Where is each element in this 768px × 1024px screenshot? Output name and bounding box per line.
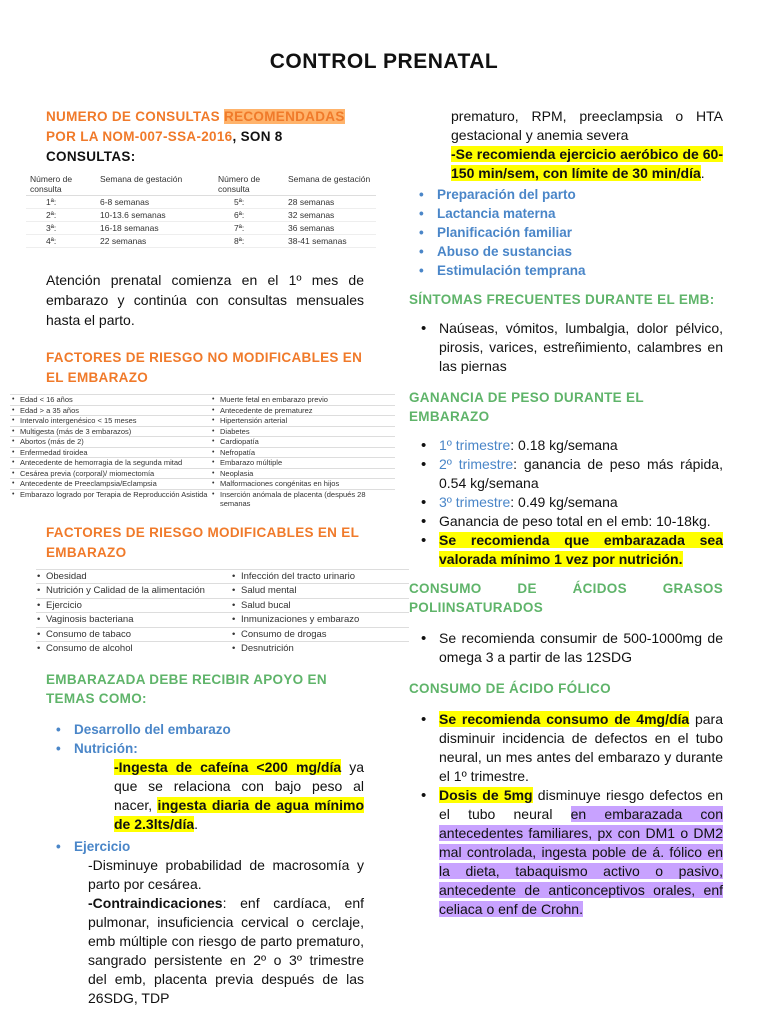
risk-item: • Infección del tracto urinario	[231, 569, 409, 584]
table-cell: 3ª:	[26, 222, 96, 235]
risk-item: • Embarazo logrado por Terapia de Reproducción Asistida	[10, 489, 210, 509]
acidos-grasos-heading-text: CONSUMO DE ÁCIDOS GRASOS POLIINSATURADOS	[409, 581, 723, 615]
table-header: Número de consulta	[214, 173, 284, 196]
dosis-purple-highlight: en embarazada con antecedentes familiares, px con DM1 o DM2 mal controlada, ingesta poble de á. fólico en la dieta, tabaquismo activo o pasivo, antecedente de anticonceptivos orales, enf celiaca o enf de Crohn.	[439, 806, 723, 917]
table-cell: 10-13.6 semanas	[96, 209, 214, 222]
table-header-row	[26, 173, 376, 196]
sintomas-list	[409, 319, 723, 376]
table-cell: 16-18 semanas	[96, 222, 214, 235]
risk-item: • Cardiopatía	[210, 436, 395, 447]
list-item: • Nutrición:	[46, 739, 364, 758]
list-item: • Se recomienda consumir de 500-1000mg de omega 3 a partir de las 12SDG	[409, 629, 723, 667]
ganancia-list	[409, 436, 723, 569]
ejercicio-highlight: -Se recomienda ejercicio aeróbico de 60-150 min/sem, con límite de 30 min/día	[451, 146, 723, 181]
trimestre-value: : 0.49 kg/semana	[510, 494, 618, 510]
dosis-text: disminuye riesgo defectos en el tubo neural	[439, 787, 724, 822]
table-cell: 6-8 semanas	[96, 196, 214, 209]
risk-item: • Neoplasia	[210, 468, 395, 479]
apoyo-list	[46, 720, 364, 758]
risk-item: • Intervalo intergenésico < 15 meses	[10, 415, 210, 426]
trimestre-label: 1º trimestre	[439, 437, 511, 453]
nutricion-detail	[114, 758, 364, 834]
risk-item: • Abortos (más de 2)	[10, 436, 210, 447]
consultas-heading-part: NUMERO DE CONSULTAS	[46, 109, 220, 124]
sintomas-heading: SÍNTOMAS FRECUENTES DURANTE EL EMB:	[409, 292, 715, 307]
modificables-list	[36, 569, 364, 656]
acido-folico-heading: CONSUMO DE ÁCIDO FÓLICO	[409, 681, 611, 696]
risk-item: • Cesárea previa (corporal)/ miomectomía	[10, 468, 210, 479]
list-item: • Preparación del parto	[409, 185, 723, 204]
dosis-highlight: Dosis de 5mg	[439, 787, 533, 803]
nutricion-text: ya que se relaciona con bajo peso al nacer,	[114, 758, 364, 813]
list-item: • Ganancia de peso total en el emb: 10-18kg.	[409, 512, 723, 531]
list-item: • Desarrollo del embarazo	[46, 720, 364, 739]
no-modificables-list	[10, 394, 364, 509]
risk-item: • Antecedente de Preeclampsia/Eclampsia	[10, 478, 210, 489]
table-cell: 5ª:	[214, 196, 284, 209]
contraindicaciones-text: : enf cardíaca, enf pulmonar, insuficiencia cervical o cerclaje, emb múltiple con riesgo de parto prematuro, sangrado persistente en 2º o 3º trimestre del emb, placenta previa después de las 26SDG, TDP	[88, 894, 364, 1006]
table-row	[26, 222, 376, 235]
risk-item: • Embarazo múltiple	[210, 457, 395, 468]
atencion-paragraph: Atención prenatal comienza en el 1º mes de embarazo y continúa con consultas mensuales hasta el parto.	[46, 272, 364, 328]
folico-highlight: Se recomienda consumo de 4mg/día	[439, 711, 690, 727]
trimestre-value: : ganancia de peso más rápida, 0.54 kg/semana	[439, 456, 723, 491]
folico-list	[409, 710, 723, 919]
table-header: Semana de gestación	[96, 173, 214, 196]
agua-highlight: ingesta diaria de agua mínimo de 2.3lts/día	[114, 796, 365, 832]
risk-item: • Nefropatía	[210, 447, 395, 458]
contraindicaciones-label: -Contraindicaciones	[88, 894, 223, 911]
ejercicio-recomendacion	[451, 145, 723, 183]
table-cell: 8ª:	[214, 235, 284, 248]
table-row	[26, 209, 376, 222]
list-item: • Ejercicio	[46, 837, 364, 856]
table-row	[26, 235, 376, 248]
trimestre-value: : 0.18 kg/semana	[510, 437, 618, 453]
risk-item: • Diabetes	[210, 426, 395, 437]
cafeina-highlight: -Ingesta de cafeína <200 mg/día	[114, 758, 342, 775]
list-item: • Naúseas, vómitos, lumbalgia, dolor pélvico, pirosis, varices, estreñimiento, calambres en las piernas	[409, 319, 723, 376]
table-row	[26, 196, 376, 209]
apoyo-list-2	[46, 837, 364, 856]
table-cell: 7ª:	[214, 222, 284, 235]
risk-item: • Consumo de tabaco	[36, 627, 231, 642]
trimestre-label: 2º trimestre	[439, 456, 514, 472]
acidos-list	[409, 629, 723, 667]
consultas-heading-part: POR LA	[46, 129, 99, 144]
list-item: • Lactancia materna	[409, 204, 723, 223]
trimestre-label: 3º trimestre	[439, 494, 511, 510]
table-cell: 2ª:	[26, 209, 96, 222]
risk-item: • Desnutrición	[231, 641, 409, 656]
apoyo-heading: EMBARAZADA DEBE RECIBIR APOYO EN TEMAS COMO:	[46, 671, 327, 706]
list-item	[409, 531, 723, 569]
right-column	[409, 107, 723, 919]
consultas-heading	[46, 107, 364, 167]
acidos-grasos-heading	[409, 579, 723, 617]
risk-item: • Vaginosis bacteriana	[36, 612, 231, 627]
risk-item: • Consumo de drogas	[231, 627, 409, 642]
risk-item: • Muerte fetal en embarazo previo	[210, 394, 395, 405]
risk-item: • Ejercicio	[36, 598, 231, 613]
consultas-table	[26, 173, 376, 248]
risk-item: • Obesidad	[36, 569, 231, 584]
table-cell: 28 semanas	[284, 196, 376, 209]
table-header: Número de consulta	[26, 173, 96, 196]
modificables-heading: FACTORES DE RIESGO MODIFICABLES EN EL EMBARAZO	[46, 524, 359, 560]
table-cell: 38-41 semanas	[284, 235, 376, 248]
risk-item: • Edad < 16 años	[10, 394, 210, 405]
apoyo-list-3	[409, 185, 723, 280]
ganancia-heading: GANANCIA DE PESO DURANTE EL EMBARAZO	[409, 390, 644, 424]
table-header: Semana de gestación	[284, 173, 376, 196]
consultas-heading-highlight: RECOMENDADAS	[224, 109, 345, 124]
risk-item: • Malformaciones congénitas en hijos	[210, 478, 395, 489]
ejercicio-detail	[88, 856, 364, 1008]
risk-item: • Edad > a 35 años	[10, 405, 210, 416]
ejercicio-highlight-end: .	[700, 165, 705, 181]
list-item: • Estimulación temprana	[409, 261, 723, 280]
risk-item: • Antecedente de prematurez	[210, 405, 395, 416]
list-item	[409, 786, 723, 919]
table-cell: 36 semanas	[284, 222, 376, 235]
table-cell: 4ª:	[26, 235, 96, 248]
no-modificables-heading: FACTORES DE RIESGO NO MODIFICABLES EN EL EMBARAZO	[46, 350, 363, 385]
nutricion-text-end: .	[194, 815, 199, 832]
list-item	[409, 710, 723, 786]
table-cell: 6ª:	[214, 209, 284, 222]
folico-text: para disminuir incidencia de defectos en el tubo neural, un mes antes del embarazo y durante el 1º trimestre.	[439, 711, 723, 784]
nutricion-highlight: Se recomienda que embarazada sea valorada mínimo 1 vez por nutrición.	[439, 532, 723, 567]
consultas-heading-end: , SON 8 CONSULTAS:	[46, 129, 283, 164]
ejercicio-text: -Disminuye probabilidad de macrosomía y parto por cesárea.	[88, 856, 364, 892]
table-cell: 32 semanas	[284, 209, 376, 222]
risk-item: • Antecedente de hemorragia de la segunda mitad	[10, 457, 210, 468]
list-item: • Planificación familiar	[409, 223, 723, 242]
left-column	[20, 107, 371, 1008]
risk-item: • Consumo de alcohol	[36, 641, 231, 656]
table-cell: 22 semanas	[96, 235, 214, 248]
list-item	[409, 436, 723, 455]
nom-reference: NOM-007-SSA-2016	[102, 129, 233, 144]
risk-item: • Multigesta (más de 3 embarazos)	[10, 426, 210, 437]
risk-item: • Enfermedad tiroidea	[10, 447, 210, 458]
risk-item: • Nutrición y Calidad de la alimentación	[36, 583, 231, 598]
risk-item: • Hipertensión arterial	[210, 415, 395, 426]
risk-item: • Salud bucal	[231, 598, 409, 613]
list-item	[409, 455, 723, 493]
list-item	[409, 493, 723, 512]
contraindicaciones-cont: prematuro, RPM, preeclampsia o HTA gestacional y anemia severa	[451, 108, 723, 143]
risk-item: • Salud mental	[231, 583, 409, 598]
page-title: CONTROL PRENATAL	[269, 50, 499, 73]
list-item: • Abuso de sustancias	[409, 242, 723, 261]
risk-item: • Inserción anómala de placenta (después 28 semanas	[210, 489, 395, 509]
table-cell: 1ª:	[26, 196, 96, 209]
risk-item: • Inmunizaciones y embarazo	[231, 612, 409, 627]
